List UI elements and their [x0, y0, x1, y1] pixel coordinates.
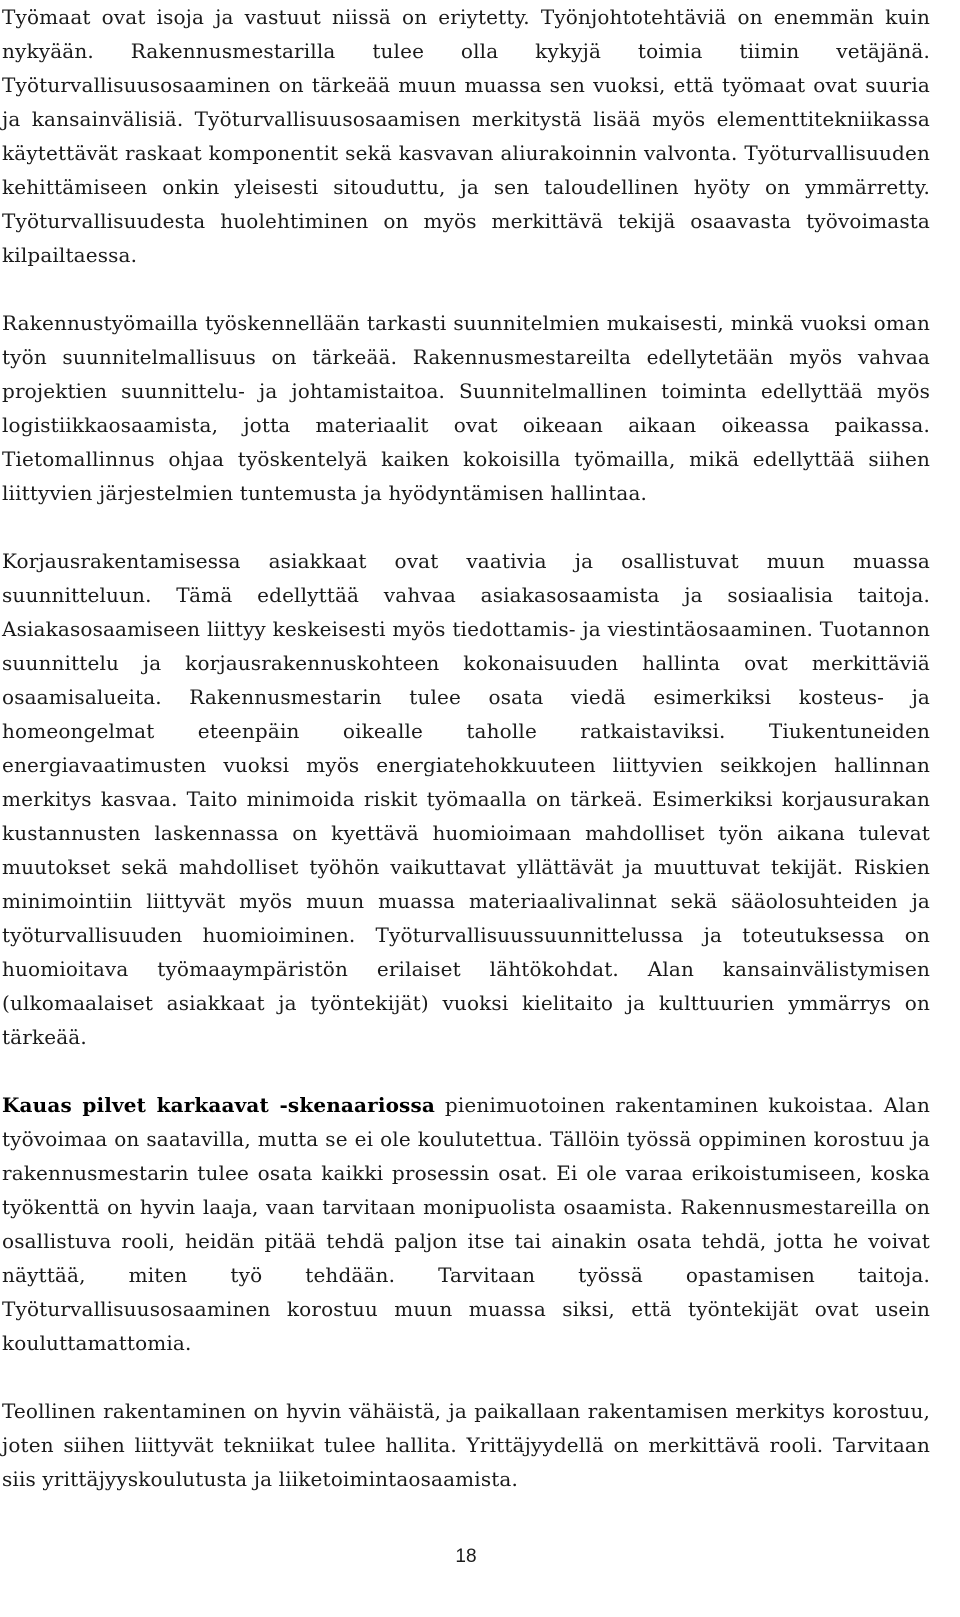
document-page	[2, 0, 930, 1496]
paragraph-2	[2, 306, 930, 510]
paragraph-3-text: Korjausrakentamisessa asiakkaat ovat vaativia ja osallistuvat muun muassa suunnitteluun. Tämä edellyttää vahvaa asiakasosaamista ja sosiaalisia taitoja. Asiakasosaamiseen liittyy keskeisesti myös tiedottamis- ja viestintäosaaminen. Tuotannon suunnittelu ja korjausrakennuskohteen kokonaisuuden hallinta ovat merkittäviä osaamisalueita. Rakennusmestarin tulee osata viedä esimerkiksi kosteus- ja homeongelmat eteenpäin oikealle taholle ratkaistaviksi. Tiukentuneiden energiavaatimusten vuoksi myös energiatehokkuuteen liittyvien seikkojen hallinnan merkitys kasvaa. Taito minimoida riskit työmaalla on tärkeä. Esimerkiksi korjausurakan kustannusten laskennassa on kyettävä huomioimaan mahdolliset työn aikana tulevat muutokset sekä mahdolliset työhön vaikuttavat yllättävät ja muuttuvat tekijät. Riskien minimointiin liittyvät myös muun muassa materiaalivalinnat sekä sääolosuhteiden ja työturvallisuuden huomioiminen. Työturvallisuussuunnittelussa ja toteutuksessa on huomioitava työmaaympäristön erilaiset lähtökohdat. Alan kansainvälistymisen (ulkomaalaiset asiakkaat ja työntekijät) vuoksi kielitaito ja kulttuurien ymmärrys on tärkeää.	[2, 549, 930, 1049]
paragraph-4-text: pienimuotoinen rakentaminen kukoistaa. Alan työvoimaa on saatavilla, mutta se ei ole koulutettua. Tällöin työssä oppiminen korostuu ja rakennusmestarin tulee osata kaikki prosessin osat. Ei ole varaa erikoistumiseen, koska työkenttä on hyvin laaja, vaan tarvitaan monipuolista osaamista. Rakennusmestareilla on osallistuva rooli, heidän pitää tehdä paljon itse tai ainakin osata tehdä, jotta he voivat näyttää, miten työ tehdään. Tarvitaan työssä opastamisen taitoja. Työturvallisuusosaaminen korostuu muun muassa siksi, että työntekijät ovat usein kouluttamattomia.	[2, 1093, 931, 1355]
paragraph-5-text: Teollinen rakentaminen on hyvin vähäistä, ja paikallaan rakentamisen merkitys korostuu, joten siihen liittyvät tekniikat tulee hallita. Yrittäjyydellä on merkittävä rooli. Tarvitaan siis yrittäjyyskoulutusta ja liiketoimintaosaamista.	[2, 1399, 930, 1491]
paragraph-5	[2, 1394, 930, 1496]
scenario-heading: Kauas pilvet karkaavat -skenaariossa	[2, 1093, 435, 1117]
paragraph-2-text: Rakennustyömailla työskennellään tarkasti suunnitelmien mukaisesti, minkä vuoksi oman työn suunnitelmallisuus on tärkeää. Rakennusmestareilta edellytetään myös vahvaa projektien suunnittelu- ja johtamistaitoa. Suunnitelmallinen toiminta edellyttää myös logistiikkaosaamista, jotta materiaalit ovat oikeaan aikaan oikeassa paikassa. Tietomallinnus ohjaa työskentelyä kaiken kokoisilla työmailla, mikä edellyttää siihen liittyvien järjestelmien tuntemusta ja hyödyntämisen hallintaa.	[2, 311, 930, 505]
paragraph-3	[2, 544, 930, 1054]
paragraph-1	[2, 0, 930, 272]
paragraph-1-text: Työmaat ovat isoja ja vastuut niissä on eriytetty. Työnjohtotehtäviä on enemmän kuin nykyään. Rakennusmestarilla tulee olla kykyjä toimia tiimin vetäjänä. Työturvallisuusosaaminen on tärkeää muun muassa sen vuoksi, että työmaat ovat suuria ja kansainvälisiä. Työturvallisuusosaamisen merkitystä lisää myös elementtitekniikassa käytettävät raskaat komponentit sekä kasvavan aliurakoinnin valvonta. Työturvallisuuden kehittämiseen onkin yleisesti sitouduttu, ja sen taloudellinen hyöty on ymmärretty. Työturvallisuudesta huolehtiminen on myös merkittävä tekijä osaavasta työvoimasta kilpailtaessa.	[2, 5, 930, 267]
page-number: 18	[455, 1546, 477, 1567]
paragraph-4	[2, 1088, 930, 1360]
